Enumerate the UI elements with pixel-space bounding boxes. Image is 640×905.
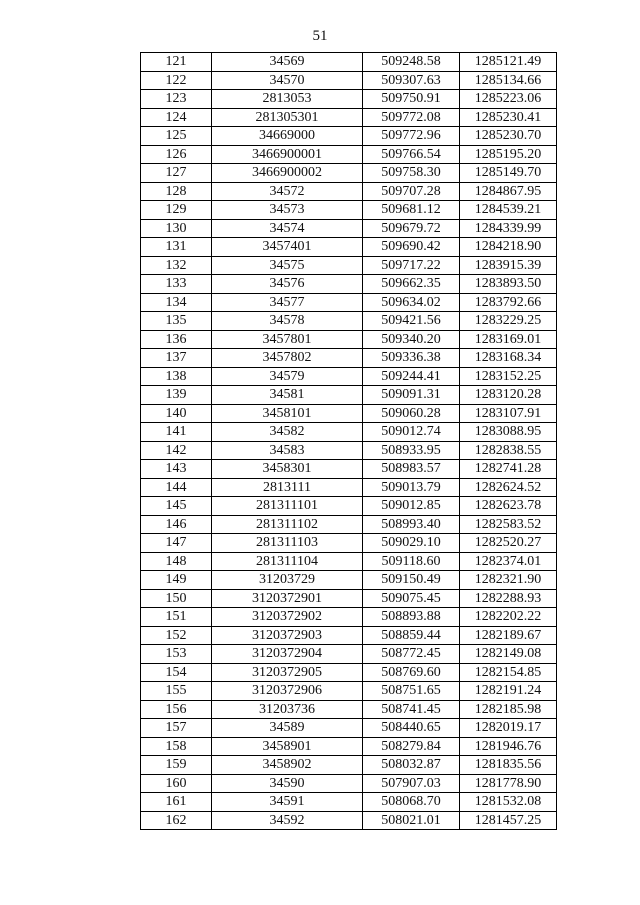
row-number-cell: 146 <box>141 515 212 534</box>
table-row <box>141 293 557 312</box>
table-row <box>141 108 557 127</box>
y-coordinate-cell: 1284339.99 <box>460 219 557 238</box>
table-row <box>141 626 557 645</box>
x-coordinate-cell: 508933.95 <box>363 441 460 460</box>
x-coordinate-cell: 509012.85 <box>363 497 460 516</box>
y-coordinate-cell: 1282583.52 <box>460 515 557 534</box>
x-coordinate-cell: 508993.40 <box>363 515 460 534</box>
table-row <box>141 164 557 183</box>
table-row <box>141 312 557 331</box>
point-id-cell: 281305301 <box>212 108 363 127</box>
row-number-cell: 150 <box>141 589 212 608</box>
x-coordinate-cell: 509681.12 <box>363 201 460 220</box>
x-coordinate-cell: 508021.01 <box>363 811 460 830</box>
row-number-cell: 153 <box>141 645 212 664</box>
y-coordinate-cell: 1284218.90 <box>460 238 557 257</box>
x-coordinate-cell: 509013.79 <box>363 478 460 497</box>
point-id-cell: 3120372902 <box>212 608 363 627</box>
y-coordinate-cell: 1281532.08 <box>460 793 557 812</box>
x-coordinate-cell: 509772.96 <box>363 127 460 146</box>
point-id-cell: 3120372904 <box>212 645 363 664</box>
point-id-cell: 3466900002 <box>212 164 363 183</box>
y-coordinate-cell: 1282838.55 <box>460 441 557 460</box>
row-number-cell: 121 <box>141 53 212 72</box>
table-row <box>141 219 557 238</box>
x-coordinate-cell: 509340.20 <box>363 330 460 349</box>
x-coordinate-cell: 508279.84 <box>363 737 460 756</box>
point-id-cell: 34578 <box>212 312 363 331</box>
point-id-cell: 34590 <box>212 774 363 793</box>
coordinates-table-body <box>141 53 557 830</box>
x-coordinate-cell: 509766.54 <box>363 145 460 164</box>
table-row <box>141 256 557 275</box>
row-number-cell: 133 <box>141 275 212 294</box>
y-coordinate-cell: 1282741.28 <box>460 460 557 479</box>
x-coordinate-cell: 508772.45 <box>363 645 460 664</box>
y-coordinate-cell: 1282374.01 <box>460 552 557 571</box>
row-number-cell: 132 <box>141 256 212 275</box>
table-row <box>141 645 557 664</box>
y-coordinate-cell: 1282623.78 <box>460 497 557 516</box>
point-id-cell: 3120372905 <box>212 663 363 682</box>
table-row <box>141 71 557 90</box>
point-id-cell: 2813053 <box>212 90 363 109</box>
row-number-cell: 158 <box>141 737 212 756</box>
y-coordinate-cell: 1285121.49 <box>460 53 557 72</box>
point-id-cell: 281311104 <box>212 552 363 571</box>
x-coordinate-cell: 509750.91 <box>363 90 460 109</box>
y-coordinate-cell: 1285223.06 <box>460 90 557 109</box>
point-id-cell: 34579 <box>212 367 363 386</box>
table-row <box>141 756 557 775</box>
row-number-cell: 156 <box>141 700 212 719</box>
x-coordinate-cell: 508769.60 <box>363 663 460 682</box>
x-coordinate-cell: 509421.56 <box>363 312 460 331</box>
y-coordinate-cell: 1284539.21 <box>460 201 557 220</box>
table-row <box>141 774 557 793</box>
row-number-cell: 127 <box>141 164 212 183</box>
point-id-cell: 34576 <box>212 275 363 294</box>
y-coordinate-cell: 1285230.70 <box>460 127 557 146</box>
row-number-cell: 151 <box>141 608 212 627</box>
x-coordinate-cell: 508859.44 <box>363 626 460 645</box>
row-number-cell: 162 <box>141 811 212 830</box>
x-coordinate-cell: 509075.45 <box>363 589 460 608</box>
y-coordinate-cell: 1283088.95 <box>460 423 557 442</box>
y-coordinate-cell: 1282154.85 <box>460 663 557 682</box>
x-coordinate-cell: 509248.58 <box>363 53 460 72</box>
row-number-cell: 131 <box>141 238 212 257</box>
row-number-cell: 161 <box>141 793 212 812</box>
row-number-cell: 147 <box>141 534 212 553</box>
y-coordinate-cell: 1283229.25 <box>460 312 557 331</box>
row-number-cell: 159 <box>141 756 212 775</box>
table-row <box>141 608 557 627</box>
point-id-cell: 3457401 <box>212 238 363 257</box>
row-number-cell: 145 <box>141 497 212 516</box>
x-coordinate-cell: 509679.72 <box>363 219 460 238</box>
x-coordinate-cell: 508751.65 <box>363 682 460 701</box>
point-id-cell: 34582 <box>212 423 363 442</box>
table-row <box>141 515 557 534</box>
y-coordinate-cell: 1285230.41 <box>460 108 557 127</box>
point-id-cell: 3120372906 <box>212 682 363 701</box>
x-coordinate-cell: 508068.70 <box>363 793 460 812</box>
y-coordinate-cell: 1283169.01 <box>460 330 557 349</box>
row-number-cell: 137 <box>141 349 212 368</box>
point-id-cell: 3457802 <box>212 349 363 368</box>
row-number-cell: 136 <box>141 330 212 349</box>
table-row <box>141 127 557 146</box>
point-id-cell: 3458101 <box>212 404 363 423</box>
point-id-cell: 34573 <box>212 201 363 220</box>
x-coordinate-cell: 508741.45 <box>363 700 460 719</box>
row-number-cell: 139 <box>141 386 212 405</box>
row-number-cell: 157 <box>141 719 212 738</box>
table-row <box>141 534 557 553</box>
page-number: 51 <box>312 28 328 44</box>
point-id-cell: 3458902 <box>212 756 363 775</box>
table-row <box>141 90 557 109</box>
point-id-cell: 281311102 <box>212 515 363 534</box>
x-coordinate-cell: 508983.57 <box>363 460 460 479</box>
x-coordinate-cell: 509150.49 <box>363 571 460 590</box>
row-number-cell: 129 <box>141 201 212 220</box>
row-number-cell: 160 <box>141 774 212 793</box>
row-number-cell: 138 <box>141 367 212 386</box>
y-coordinate-cell: 1282185.98 <box>460 700 557 719</box>
point-id-cell: 34575 <box>212 256 363 275</box>
y-coordinate-cell: 1283915.39 <box>460 256 557 275</box>
table-row <box>141 182 557 201</box>
table-row <box>141 497 557 516</box>
x-coordinate-cell: 509662.35 <box>363 275 460 294</box>
x-coordinate-cell: 509029.10 <box>363 534 460 553</box>
y-coordinate-cell: 1285195.20 <box>460 145 557 164</box>
point-id-cell: 34581 <box>212 386 363 405</box>
row-number-cell: 141 <box>141 423 212 442</box>
table-row <box>141 423 557 442</box>
table-row <box>141 201 557 220</box>
point-id-cell: 281311103 <box>212 534 363 553</box>
x-coordinate-cell: 509634.02 <box>363 293 460 312</box>
row-number-cell: 126 <box>141 145 212 164</box>
y-coordinate-cell: 1284867.95 <box>460 182 557 201</box>
row-number-cell: 140 <box>141 404 212 423</box>
x-coordinate-cell: 507907.03 <box>363 774 460 793</box>
y-coordinate-cell: 1282520.27 <box>460 534 557 553</box>
y-coordinate-cell: 1282191.24 <box>460 682 557 701</box>
table-row <box>141 275 557 294</box>
row-number-cell: 154 <box>141 663 212 682</box>
x-coordinate-cell: 509060.28 <box>363 404 460 423</box>
row-number-cell: 125 <box>141 127 212 146</box>
table-row <box>141 386 557 405</box>
point-id-cell: 3120372903 <box>212 626 363 645</box>
point-id-cell: 3466900001 <box>212 145 363 164</box>
x-coordinate-cell: 508893.88 <box>363 608 460 627</box>
row-number-cell: 152 <box>141 626 212 645</box>
y-coordinate-cell: 1283107.91 <box>460 404 557 423</box>
table-row <box>141 737 557 756</box>
x-coordinate-cell: 509118.60 <box>363 552 460 571</box>
x-coordinate-cell: 509336.38 <box>363 349 460 368</box>
table-row <box>141 349 557 368</box>
point-id-cell: 31203729 <box>212 571 363 590</box>
table-row <box>141 460 557 479</box>
row-number-cell: 149 <box>141 571 212 590</box>
row-number-cell: 144 <box>141 478 212 497</box>
table-row <box>141 53 557 72</box>
row-number-cell: 124 <box>141 108 212 127</box>
y-coordinate-cell: 1281946.76 <box>460 737 557 756</box>
x-coordinate-cell: 509091.31 <box>363 386 460 405</box>
y-coordinate-cell: 1282149.08 <box>460 645 557 664</box>
table-row <box>141 719 557 738</box>
row-number-cell: 123 <box>141 90 212 109</box>
point-id-cell: 281311101 <box>212 497 363 516</box>
row-number-cell: 148 <box>141 552 212 571</box>
point-id-cell: 34574 <box>212 219 363 238</box>
point-id-cell: 2813111 <box>212 478 363 497</box>
y-coordinate-cell: 1282202.22 <box>460 608 557 627</box>
point-id-cell: 34592 <box>212 811 363 830</box>
point-id-cell: 34577 <box>212 293 363 312</box>
coordinates-table <box>140 52 557 830</box>
x-coordinate-cell: 509717.22 <box>363 256 460 275</box>
table-row <box>141 589 557 608</box>
y-coordinate-cell: 1282288.93 <box>460 589 557 608</box>
point-id-cell: 34572 <box>212 182 363 201</box>
point-id-cell: 3458901 <box>212 737 363 756</box>
table-row <box>141 552 557 571</box>
x-coordinate-cell: 508440.65 <box>363 719 460 738</box>
point-id-cell: 3457801 <box>212 330 363 349</box>
table-row <box>141 682 557 701</box>
point-id-cell: 34583 <box>212 441 363 460</box>
x-coordinate-cell: 509707.28 <box>363 182 460 201</box>
x-coordinate-cell: 509307.63 <box>363 71 460 90</box>
table-row <box>141 663 557 682</box>
table-row <box>141 330 557 349</box>
y-coordinate-cell: 1281835.56 <box>460 756 557 775</box>
row-number-cell: 122 <box>141 71 212 90</box>
x-coordinate-cell: 509244.41 <box>363 367 460 386</box>
point-id-cell: 34669000 <box>212 127 363 146</box>
table-row <box>141 404 557 423</box>
point-id-cell: 34591 <box>212 793 363 812</box>
row-number-cell: 130 <box>141 219 212 238</box>
x-coordinate-cell: 509012.74 <box>363 423 460 442</box>
table-row <box>141 367 557 386</box>
table-row <box>141 441 557 460</box>
row-number-cell: 128 <box>141 182 212 201</box>
point-id-cell: 34589 <box>212 719 363 738</box>
y-coordinate-cell: 1282321.90 <box>460 571 557 590</box>
x-coordinate-cell: 509690.42 <box>363 238 460 257</box>
table-row <box>141 811 557 830</box>
table-row <box>141 478 557 497</box>
y-coordinate-cell: 1285134.66 <box>460 71 557 90</box>
y-coordinate-cell: 1283792.66 <box>460 293 557 312</box>
point-id-cell: 3458301 <box>212 460 363 479</box>
table-row <box>141 571 557 590</box>
point-id-cell: 34570 <box>212 71 363 90</box>
y-coordinate-cell: 1281778.90 <box>460 774 557 793</box>
y-coordinate-cell: 1283168.34 <box>460 349 557 368</box>
point-id-cell: 31203736 <box>212 700 363 719</box>
table-row <box>141 793 557 812</box>
row-number-cell: 134 <box>141 293 212 312</box>
row-number-cell: 142 <box>141 441 212 460</box>
y-coordinate-cell: 1282189.67 <box>460 626 557 645</box>
table-row <box>141 700 557 719</box>
y-coordinate-cell: 1281457.25 <box>460 811 557 830</box>
row-number-cell: 143 <box>141 460 212 479</box>
point-id-cell: 3120372901 <box>212 589 363 608</box>
x-coordinate-cell: 508032.87 <box>363 756 460 775</box>
point-id-cell: 34569 <box>212 53 363 72</box>
row-number-cell: 155 <box>141 682 212 701</box>
y-coordinate-cell: 1282019.17 <box>460 719 557 738</box>
y-coordinate-cell: 1282624.52 <box>460 478 557 497</box>
table-row <box>141 145 557 164</box>
y-coordinate-cell: 1283152.25 <box>460 367 557 386</box>
row-number-cell: 135 <box>141 312 212 331</box>
y-coordinate-cell: 1283120.28 <box>460 386 557 405</box>
x-coordinate-cell: 509772.08 <box>363 108 460 127</box>
table-row <box>141 238 557 257</box>
x-coordinate-cell: 509758.30 <box>363 164 460 183</box>
y-coordinate-cell: 1283893.50 <box>460 275 557 294</box>
y-coordinate-cell: 1285149.70 <box>460 164 557 183</box>
